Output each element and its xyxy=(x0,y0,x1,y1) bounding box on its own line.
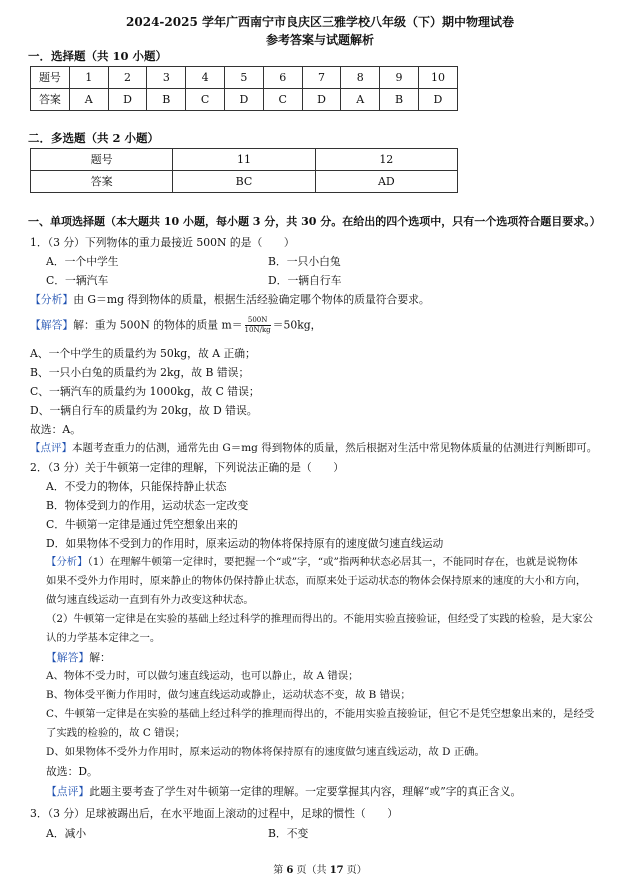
comment-text: 此题主要考查了学生对牛顿第一定律的理解。一定要掌握其内容，理解“或”字的真正含义。 xyxy=(89,785,522,798)
q2-option-c: C．牛顿第一定律是通过凭空想象出来的 xyxy=(46,518,238,531)
table-cell: A xyxy=(69,89,108,111)
footer-text: 第 xyxy=(273,865,287,876)
q1-answer xyxy=(30,316,321,335)
q1-answer-line: 故选：A。 xyxy=(30,423,81,436)
comment-text: 本题考查重力的估测，通常先由 G＝mg 得到物体的质量，然后根据对生活中常见物体质量的估测进行判断即可。 xyxy=(72,442,598,454)
answer-table-2 xyxy=(30,148,458,193)
q1-analysis xyxy=(30,292,430,307)
q2-analysis-line: 如果不受外力作用时，原来静止的物体仍保持静止状态，而原来处于运动状态的物体会保持原来的速度的大小和方向， xyxy=(46,575,587,587)
table-cell: 1 xyxy=(69,67,108,89)
q3-option-a: A．减小 xyxy=(46,827,87,840)
answer-tag: 【解答】 xyxy=(46,651,90,664)
q2-answer xyxy=(46,650,111,665)
comment-tag: 【点评】 xyxy=(30,442,72,454)
table-cell: 11 xyxy=(173,149,315,171)
table-cell: 7 xyxy=(302,67,341,89)
analysis-text: （1）在理解牛顿第一定律时，要把握一个“或”字，“或”指两种状态必居其一，不能同时存在，也就是说物体 xyxy=(87,556,578,568)
page-number: 6 xyxy=(286,865,294,876)
footer-text: 页（共 xyxy=(293,865,330,876)
table-cell: D xyxy=(225,89,264,111)
answer-table-1 xyxy=(30,66,458,111)
table-row xyxy=(31,67,458,89)
q2-answer-line: A、物体不受力时，可以做匀速直线运动，也可以静止，故 A 错误； xyxy=(46,670,359,682)
footer-text: 页） xyxy=(343,865,367,876)
q2-comment xyxy=(46,784,521,799)
q1-option-d: D．一辆自行车 xyxy=(268,274,342,287)
q2-answer-line: 故选：D。 xyxy=(46,765,98,778)
q1-answer-line: D、一辆自行车的质量约为 20kg，故 D 错误。 xyxy=(30,404,258,417)
section2-heading: 二．多选题（共 2 小题） xyxy=(28,131,160,145)
q2-analysis xyxy=(46,555,578,570)
q2-answer-line: D、如果物体不受外力作用时，原来运动的物体将保持原有的速度做匀速直线运动，故 D 正确。 xyxy=(46,746,485,758)
q1-option-a: A．一个中学生 xyxy=(46,255,119,268)
table-cell: 6 xyxy=(263,67,302,89)
q2-option-b: B．物体受到力的作用，运动状态一定改变 xyxy=(46,499,249,512)
q1-comment xyxy=(30,441,597,456)
q1-answer-line: A、一个中学生的质量约为 50kg，故 A 正确； xyxy=(30,347,256,360)
q1-option-b: B．一只小白兔 xyxy=(268,255,341,268)
q2-option-a: A．不受力的物体，只能保持静止状态 xyxy=(46,480,227,493)
q2-answer-line: B、物体受平衡力作用时，做匀速直线运动或静止，运动状态不变，故 B 错误； xyxy=(46,689,411,701)
q3-stem: 3．（3 分）足球被踢出后，在水平地面上滚动的过程中，足球的惯性（ ） xyxy=(30,807,399,820)
document-subtitle: 参考答案与试题解析 xyxy=(265,33,374,47)
q1-option-c: C．一辆汽车 xyxy=(46,274,109,287)
table-cell: 答案 xyxy=(31,89,70,111)
comment-tag: 【点评】 xyxy=(46,785,90,798)
section3-heading: 一、单项选择题（本大题共 10 小题，每小题 3 分，共 30 分。在给出的四个选项中，只有一个选项符合题目要求。） xyxy=(28,215,601,228)
table-cell: B xyxy=(380,89,419,111)
table-cell: 12 xyxy=(315,149,457,171)
q1-answer-line: B、一只小白兔的质量约为 2kg，故 B 错误； xyxy=(30,366,250,379)
q3-option-b: B．不变 xyxy=(268,827,309,840)
table-row xyxy=(31,89,458,111)
fraction-numerator: 500N xyxy=(245,316,271,326)
table-cell: 答案 xyxy=(31,171,173,193)
q2-analysis-line: 做匀速直线运动一直到有外力改变这种状态。 xyxy=(46,594,254,606)
page-total: 17 xyxy=(329,865,344,876)
table-cell: 10 xyxy=(418,67,457,89)
table-cell: 5 xyxy=(225,67,264,89)
document-title: 2024-2025 学年广西南宁市良庆区三雅学校八年级（下）期中物理试卷 xyxy=(126,15,514,29)
table-cell: 8 xyxy=(341,67,380,89)
answer-text: 解： xyxy=(89,651,111,664)
analysis-tag: 【分析】 xyxy=(46,556,88,568)
table-cell: 2 xyxy=(108,67,147,89)
table-cell: D xyxy=(108,89,147,111)
table-cell: AD xyxy=(315,171,457,193)
table-cell: 题号 xyxy=(31,149,173,171)
q2-stem: 2．（3 分）关于牛顿第一定律的理解，下列说法正确的是（ ） xyxy=(30,461,345,474)
q1-answer-line: C、一辆汽车的质量约为 1000kg，故 C 错误； xyxy=(30,385,260,398)
table-cell: 3 xyxy=(147,67,186,89)
table-cell: 4 xyxy=(186,67,225,89)
q1-stem: 1．（3 分）下列物体的重力最接近 500N 的是（ ） xyxy=(30,236,295,249)
mass-fraction xyxy=(245,316,271,335)
analysis-text: 由 G＝mg 得到物体的质量，根据生活经验确定哪个物体的质量符合要求。 xyxy=(73,293,430,306)
table-cell: D xyxy=(418,89,457,111)
answer-tag: 【解答】 xyxy=(30,318,74,332)
table-cell: C xyxy=(186,89,225,111)
q2-answer-line: C、牛顿第一定律是在实验的基础上经过科学的推理而得出的，不能用实验直接验证，但它不是凭空想象出来的，是经受 xyxy=(46,708,595,720)
table-cell: BC xyxy=(173,171,315,193)
table-cell: A xyxy=(341,89,380,111)
answer-result: ＝50kg， xyxy=(272,318,322,332)
table-cell: 9 xyxy=(380,67,419,89)
analysis-tag: 【分析】 xyxy=(30,293,74,306)
q2-analysis-line: 认的力学基本定律之一。 xyxy=(46,632,161,644)
page-footer xyxy=(0,864,640,878)
q2-option-d: D．如果物体不受到力的作用时，原来运动的物体将保持原有的速度做匀速直线运动 xyxy=(46,537,444,550)
table-cell: B xyxy=(147,89,186,111)
section1-heading: 一．选择题（共 10 小题） xyxy=(28,49,168,63)
answer-text: 解：重为 500N 的物体的质量 m＝ xyxy=(73,318,243,332)
table-cell: D xyxy=(302,89,341,111)
table-cell: 题号 xyxy=(31,67,70,89)
table-cell: C xyxy=(263,89,302,111)
q2-answer-line: 了实践的检验的，故 C 错误； xyxy=(46,727,186,739)
fraction-denominator: 10N/kg xyxy=(244,326,271,334)
q2-analysis-line: （2）牛顿第一定律是在实验的基础上经过科学的推理而得出的。不能用实验直接验证，但经受了实践的检验，是大家公 xyxy=(46,613,593,625)
table-row xyxy=(31,149,458,171)
table-row xyxy=(31,171,458,193)
